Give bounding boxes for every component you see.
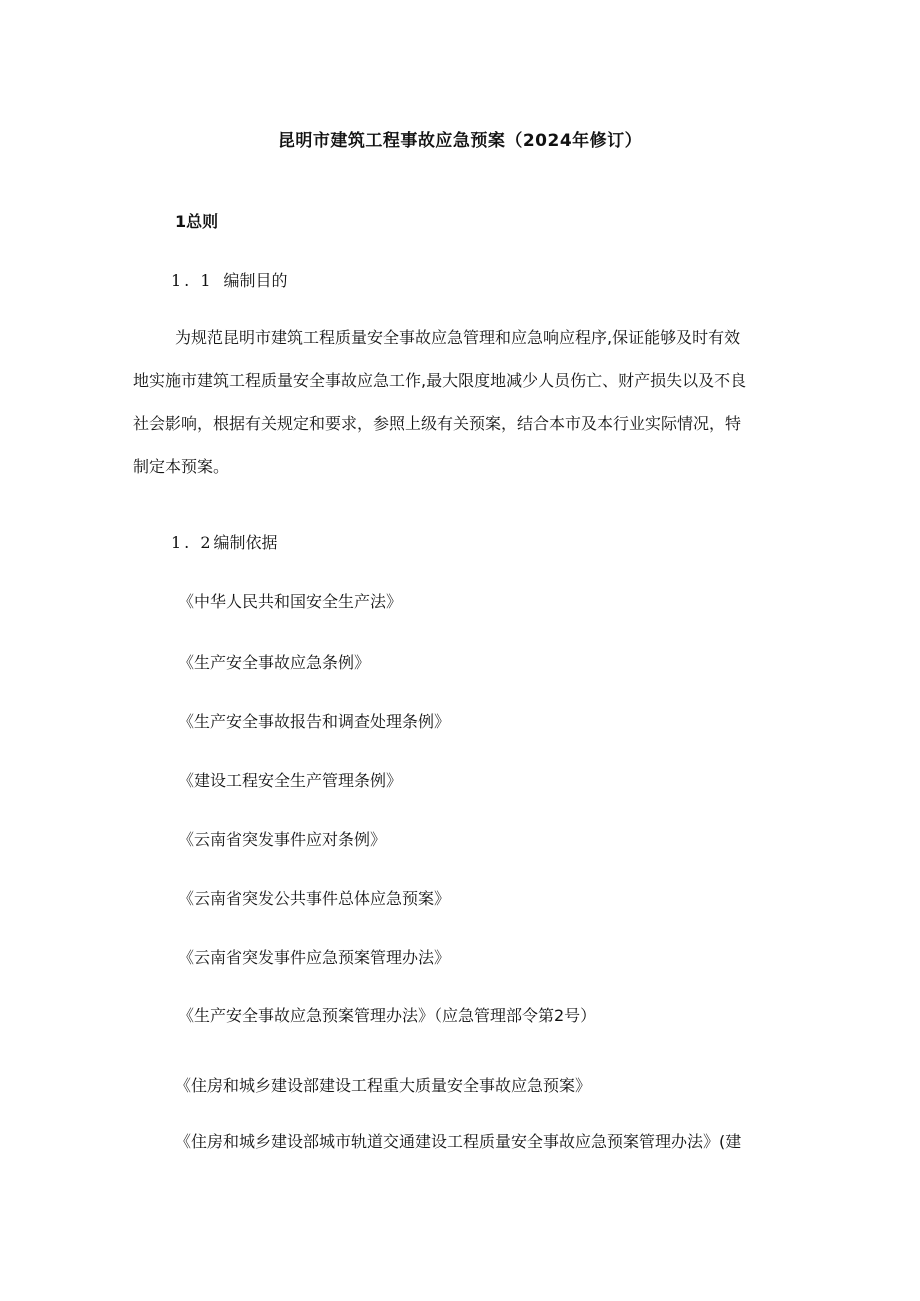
subsection-label: 编制目的 <box>223 271 288 290</box>
basis-item: 《生产安全事故应急预案管理办法》（应急管理部令第2号） <box>178 1006 597 1025</box>
basis-item: 《云南省突发公共事件总体应急预案》 <box>178 889 451 908</box>
basis-item: 《生产安全事故应急条例》 <box>178 653 371 672</box>
basis-item: 《云南省突发事件应急预案管理办法》 <box>178 948 451 967</box>
basis-item: 《建设工程安全生产管理条例》 <box>178 771 403 790</box>
basis-item: 《住房和城乡建设部建设工程重大质量安全事故应急预案》 <box>175 1076 592 1095</box>
subsection-label: 编制依据 <box>213 533 278 552</box>
paragraph-line: 为规范昆明市建筑工程质量安全事故应急管理和应急响应程序,保证能够及时有效 <box>175 328 741 347</box>
paragraph-line: 制定本预案。 <box>133 457 230 476</box>
basis-item: 《住房和城乡建设部城市轨道交通建设工程质量安全事故应急预案管理办法》(建 <box>175 1132 742 1151</box>
basis-item: 《中华人民共和国安全生产法》 <box>178 592 403 611</box>
paragraph-line: 社会影响，根据有关规定和要求，参照上级有关预案，结合本市及本行业实际情况，特 <box>133 414 742 433</box>
basis-item: 《生产安全事故报告和调查处理条例》 <box>178 712 451 731</box>
basis-item: 《云南省突发事件应对条例》 <box>178 830 387 849</box>
paragraph-line: 地实施市建筑工程质量安全事故应急工作,最大限度地减少人员伤亡、财产损失以及不良 <box>133 371 747 390</box>
subsection-heading-basis <box>171 530 278 553</box>
subsection-heading-purpose <box>171 268 288 291</box>
purpose-paragraph <box>133 322 793 482</box>
section-heading-general: 1总则 <box>175 212 219 231</box>
subsection-number: 1. 2 <box>171 533 214 552</box>
document-title: 昆明市建筑工程事故应急预案（2024年修订） <box>277 131 643 151</box>
subsection-number: 1. 1 <box>171 271 214 290</box>
